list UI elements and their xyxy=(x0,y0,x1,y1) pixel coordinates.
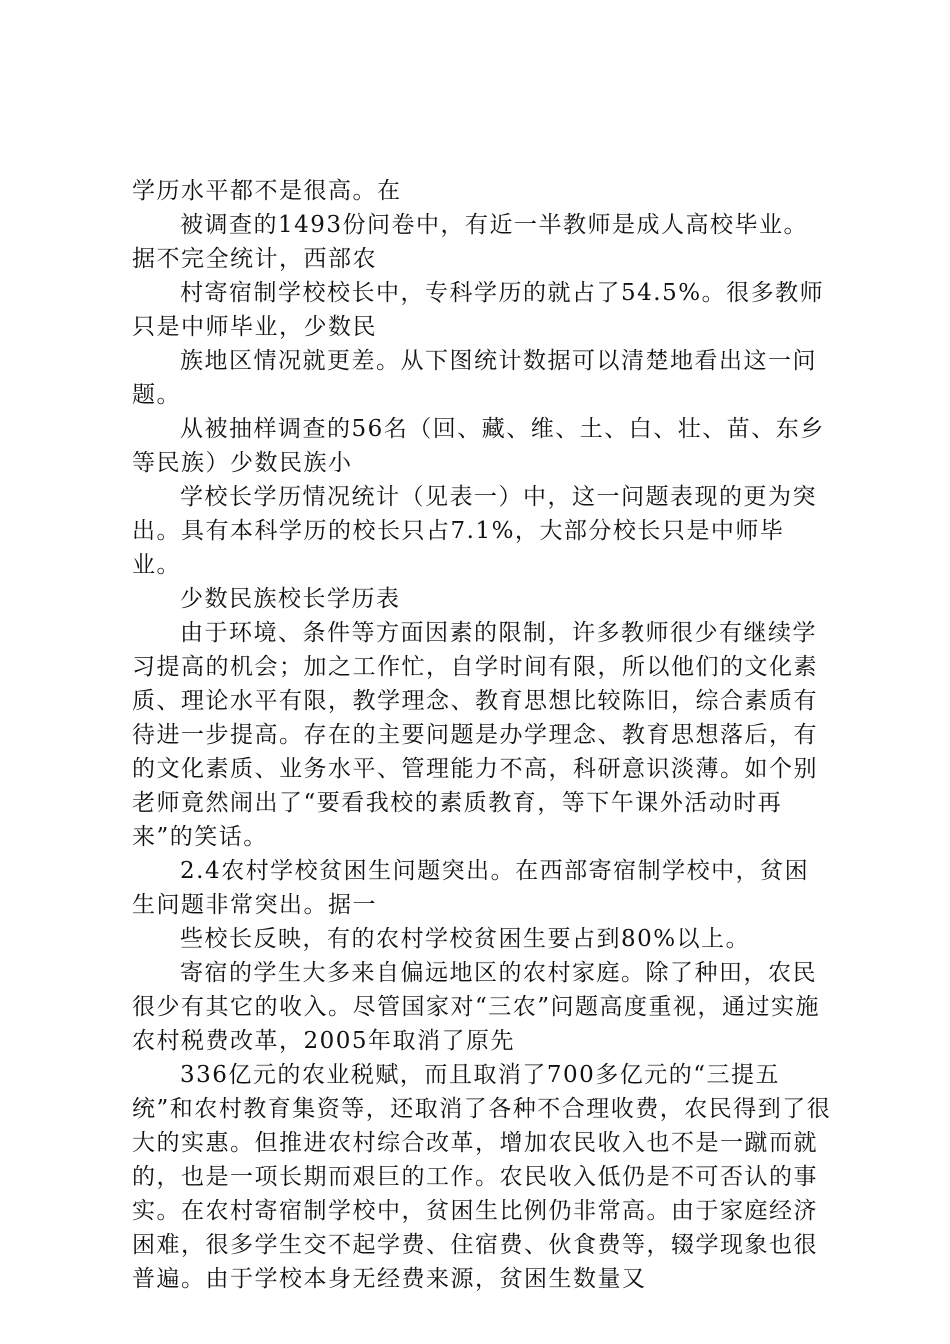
paragraph-4: 族地区情况就更差。从下图统计数据可以清楚地看出这一问题。 xyxy=(132,348,817,408)
document-body xyxy=(132,174,832,1296)
paragraph-11: 寄宿的学生大多来自偏远地区的农村家庭。除了种田，农民很少有其它的收入。尽管国家对“三农”问题高度重视，通过实施农村税费改革，2005年取消了原先 xyxy=(132,960,821,1054)
paragraph-2: 被调查的1493份问卷中，有近一半教师是成人高校毕业。据不完全统计，西部农 xyxy=(132,212,809,272)
paragraph-10: 些校长反映，有的农村学校贫困生要占到80%以上。 xyxy=(180,926,751,952)
paragraph-8: 由于环境、条件等方面因素的限制，许多教师很少有继续学习提高的机会；加之工作忙，自学时间有限，所以他们的文化素质、理论水平有限，教学理念、教育思想比较陈旧，综合素质有待进一步提高。存在的主要问题是办学理念、教育思想落后，有的文化素质、业务水平、管理能力不高，科研意识淡薄。如个别老师竟然闹出了“要看我校的素质教育，等下午课外活动时再来”的笑话。 xyxy=(132,620,818,850)
paragraph-3: 村寄宿制学校校长中，专科学历的就占了54.5%。很多教师只是中师毕业，少数民 xyxy=(132,280,825,340)
paragraph-5: 从被抽样调查的56名（回、藏、维、土、白、壮、苗、东乡等民族）少数民族小 xyxy=(132,416,825,476)
table-caption: 少数民族校长学历表 xyxy=(180,586,401,612)
paragraph-6: 学校长学历情况统计（见表一）中，这一问题表现的更为突出。具有本科学历的校长只占7.1%，大部分校长只是中师毕业。 xyxy=(132,484,817,578)
paragraph-9: 2.4农村学校贫困生问题突出。在西部寄宿制学校中，贫困生问题非常突出。据一 xyxy=(132,858,810,918)
paragraph-1: 学历水平都不是很高。在 xyxy=(132,178,402,204)
paragraph-12: 336亿元的农业税赋，而且取消了700多亿元的“三提五统”和农村教育集资等，还取消了各种不合理收费，农民得到了很大的实惠。但推进农村综合改革，增加农民收入也不是一蹴而就的，也是一项长期而艰巨的工作。农民收入低仍是不可否认的事实。在农村寄宿制学校中，贫困生比例仍非常高。由于家庭经济困难，很多学生交不起学费、住宿费、伙食费等，辍学现象也很普遍。由于学校本身无经费来源，贫困生数量又 xyxy=(132,1062,832,1292)
